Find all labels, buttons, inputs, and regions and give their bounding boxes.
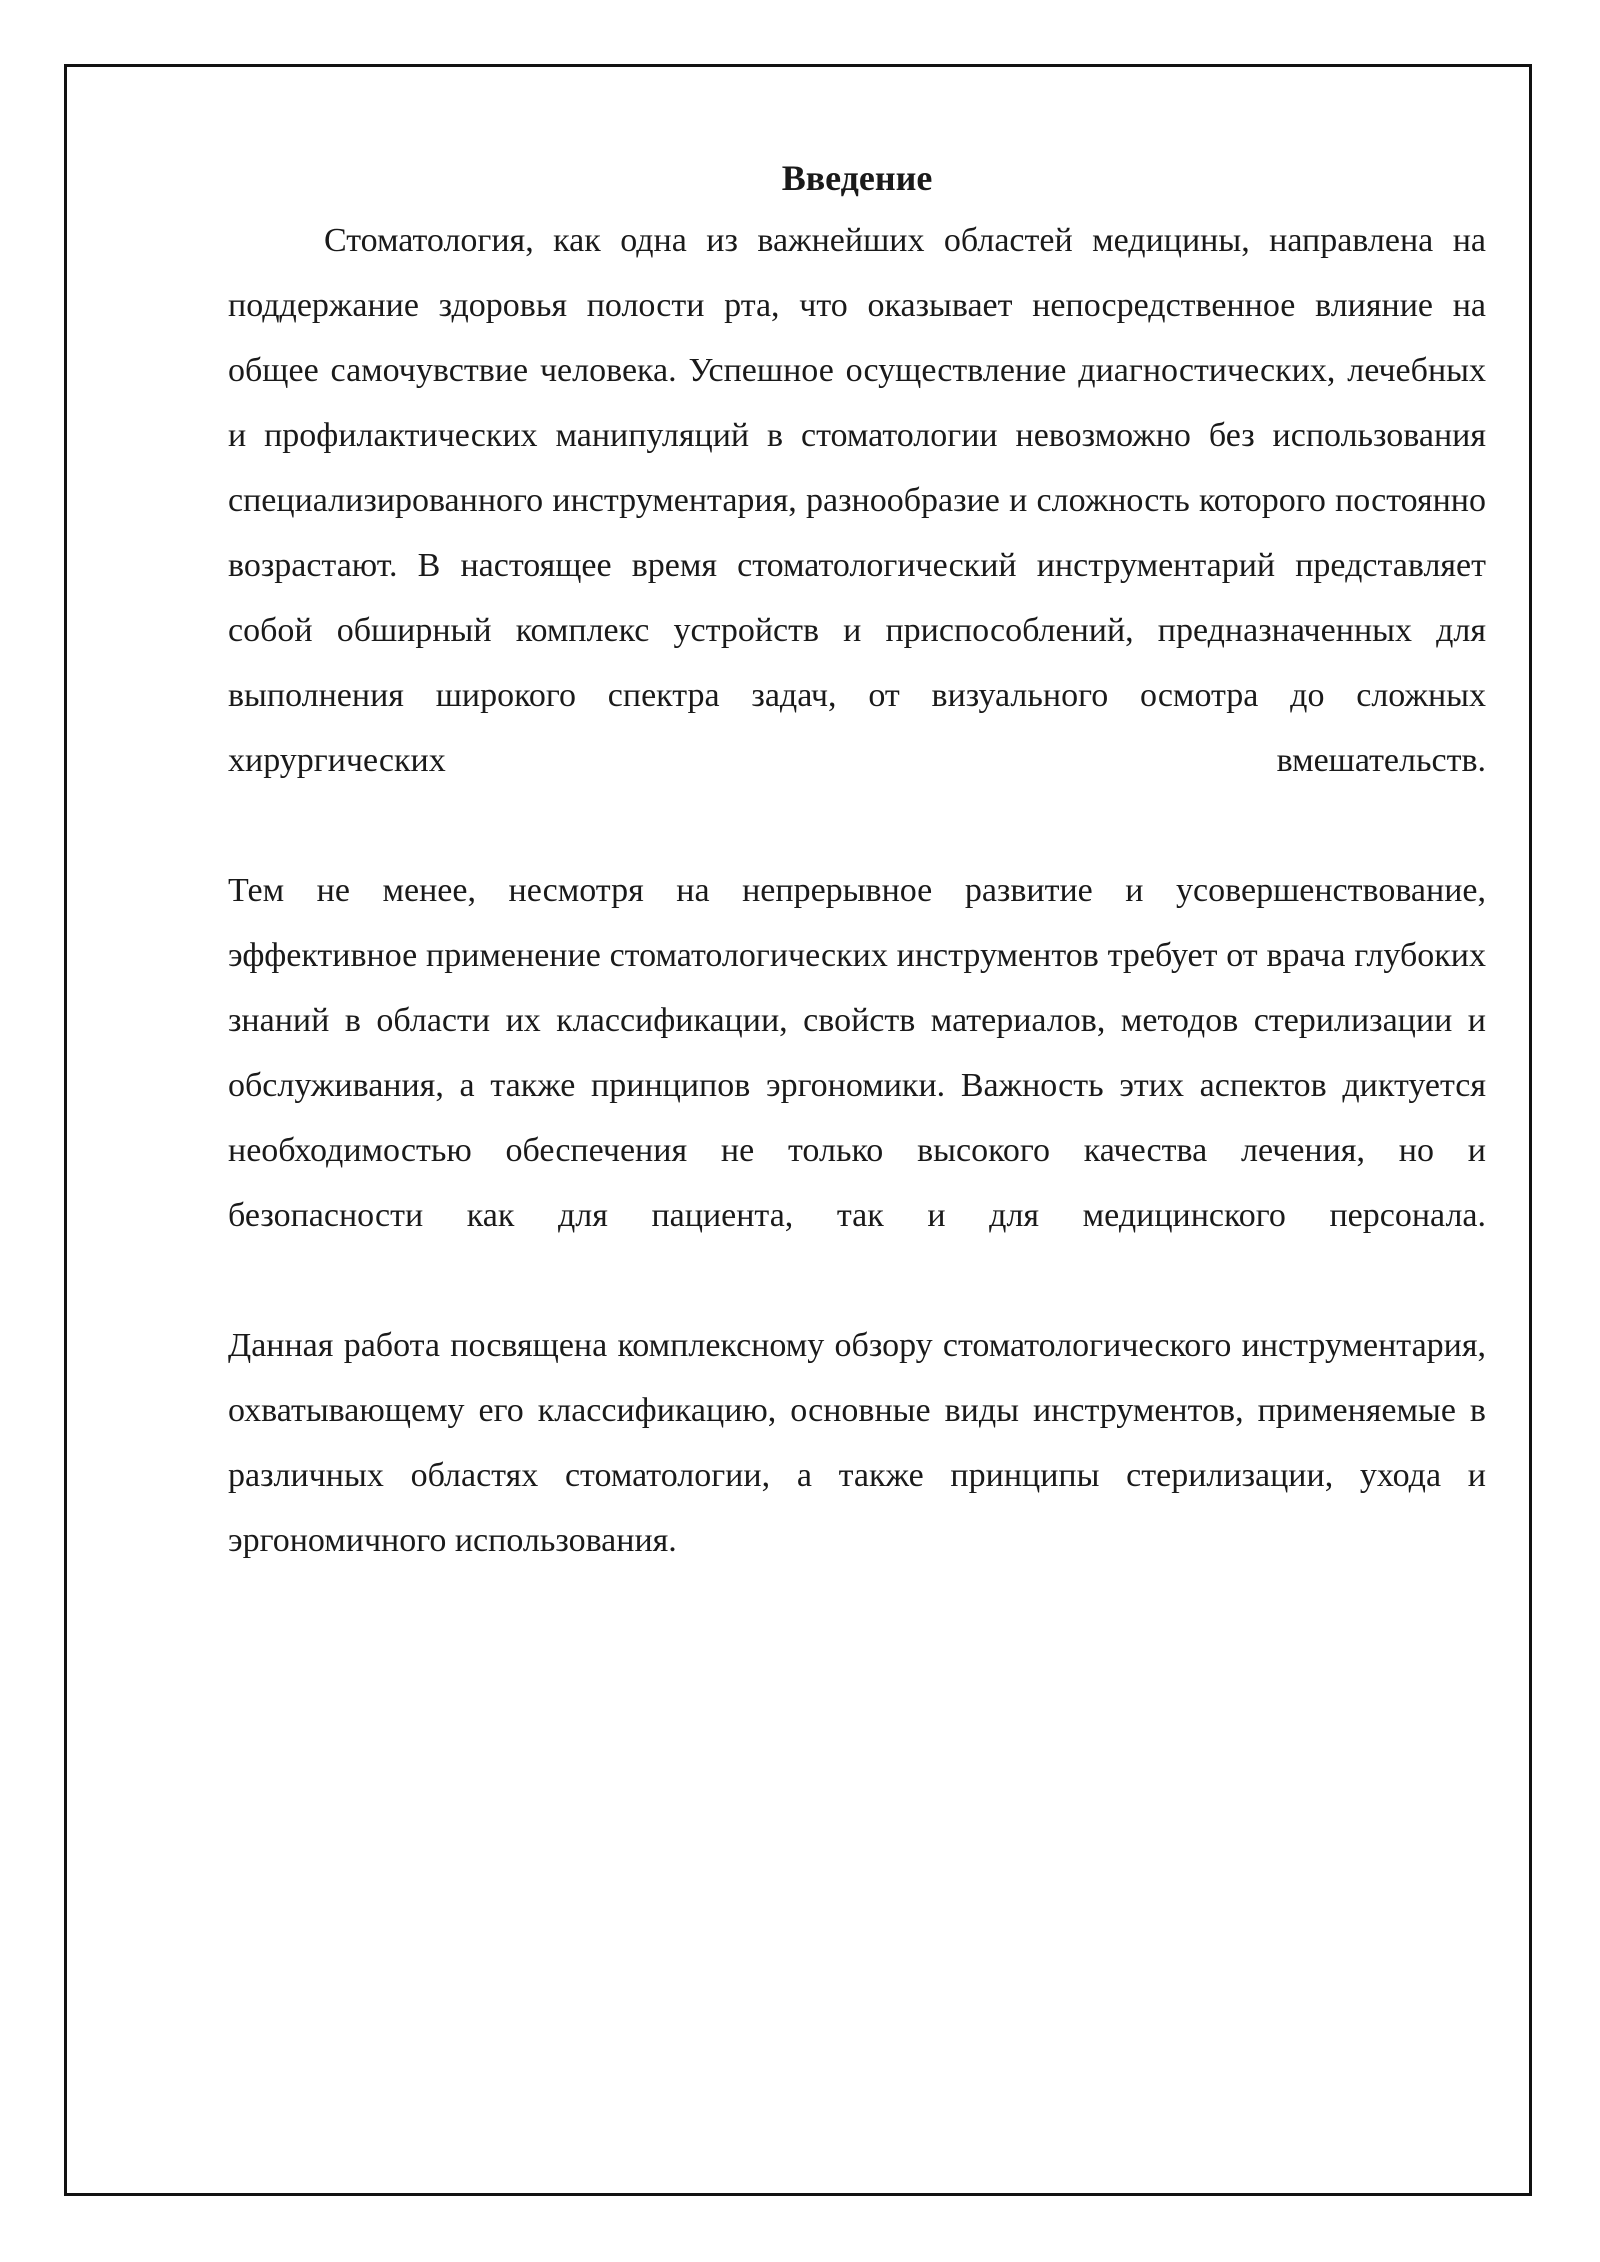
paragraph-requirements: Тем не менее, несмотря на непрерывное развитие и усовершенствование, эффективное применение стоматологических инструментов требует от врача глубоких знаний в области их классификации, свойств материалов, методов стерилизации и обслуживания, а также принципов эргономики. Важность этих аспектов диктуется необходимостью обеспечения не только высокого качества лечения, но и безопасности как для пациента, так и для медицинского персонала. (228, 872, 1486, 1234)
paragraph-intro: Стоматология, как одна из важнейших областей медицины, направлена на поддержание здоровья полости рта, что оказывает непосредственное влияние на общее самочувствие человека. Успешное осуществление диагностических, лечебных и профилактических манипуляций в стоматологии невозможно без использования специализированного инструментария, разнообразие и сложность которого постоянно возрастают. В настоящее время стоматологический инструментарий представляет собой обширный комплекс устройств и приспособлений, предназначенных для выполнения широкого спектра задач, от визуального осмотра до сложных хирургических вмешательств. (228, 222, 1486, 779)
paragraph-spacer (228, 1248, 1486, 1313)
document-body (228, 148, 1486, 1573)
section-heading: Введение (781, 158, 933, 198)
paragraph-spacer (228, 793, 1486, 858)
paragraph-scope: Данная работа посвящена комплексному обзору стоматологического инструментария, охватывающему его классификацию, основные виды инструментов, применяемые в различных областях стоматологии, а также принципы стерилизации, ухода и эргономичного использования. (228, 1327, 1486, 1559)
